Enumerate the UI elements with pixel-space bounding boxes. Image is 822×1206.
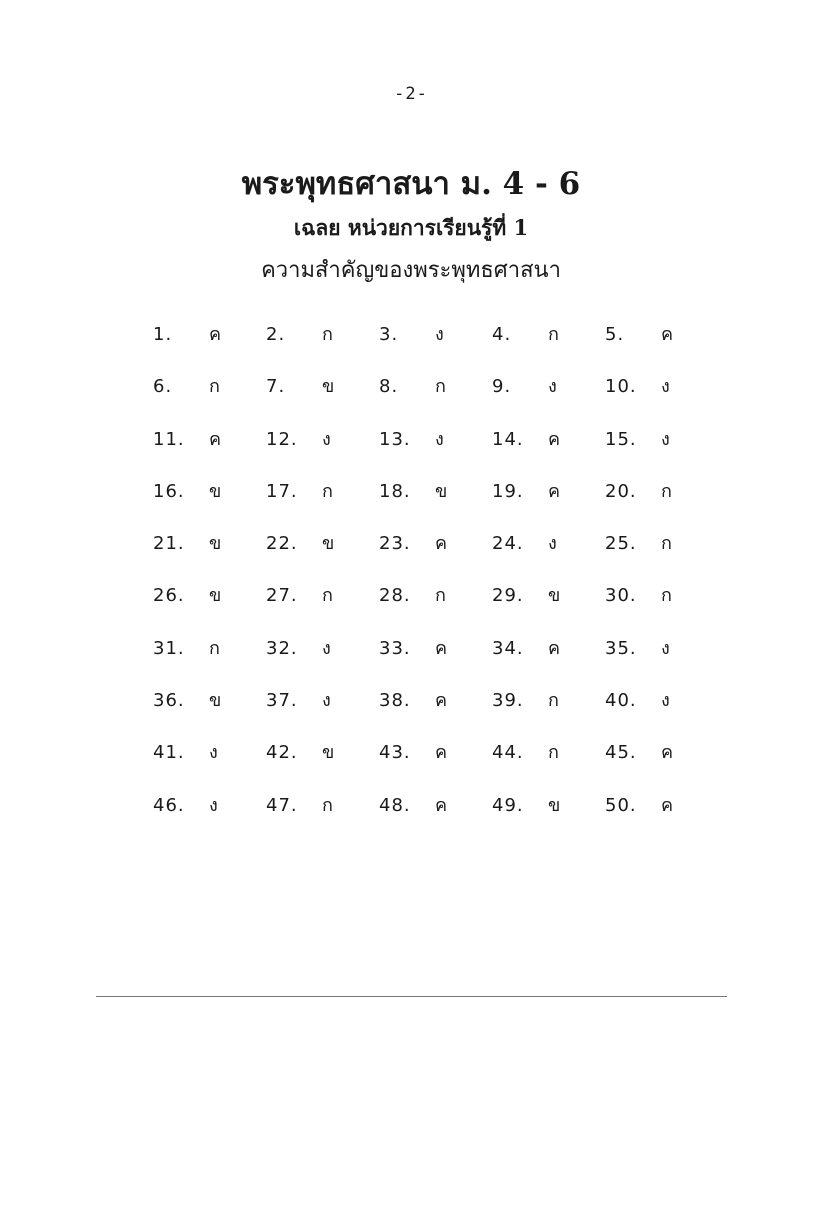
answer-choice: ข bbox=[548, 794, 561, 816]
answer-choice: ข bbox=[322, 376, 335, 398]
answer-choice: ข bbox=[209, 533, 222, 555]
question-number: 12. bbox=[266, 428, 298, 450]
answer-choice: ก bbox=[548, 324, 559, 345]
question-number: 24. bbox=[492, 533, 524, 555]
answer-choice: ก bbox=[661, 480, 672, 502]
answer-choice: ค bbox=[548, 428, 561, 450]
question-number: 46. bbox=[153, 794, 185, 816]
question-number: 29. bbox=[492, 585, 524, 607]
question-number: 28. bbox=[379, 585, 411, 607]
answer-choice: ข bbox=[209, 585, 222, 607]
question-number: 7. bbox=[266, 376, 286, 398]
question-number: 21. bbox=[153, 533, 185, 555]
question-number: 13. bbox=[379, 428, 411, 450]
question-number: 20. bbox=[605, 480, 637, 502]
question-number: 48. bbox=[379, 794, 411, 816]
answer-choice: ก bbox=[548, 742, 559, 764]
page-number: -2- bbox=[394, 84, 428, 104]
answer-row bbox=[153, 791, 713, 843]
answer-choice: ก bbox=[661, 585, 672, 607]
answer-choice: ง bbox=[322, 637, 331, 659]
answer-row bbox=[153, 529, 713, 581]
answer-choice: ข bbox=[548, 585, 561, 607]
question-number: 45. bbox=[605, 742, 637, 764]
answer-choice: ค bbox=[548, 637, 561, 659]
answer-choice: ค bbox=[435, 637, 448, 659]
answer-choice: ข bbox=[209, 480, 222, 502]
question-number: 34. bbox=[492, 637, 524, 659]
question-number: 8. bbox=[379, 376, 399, 398]
answer-row bbox=[153, 425, 713, 477]
question-number: 40. bbox=[605, 690, 637, 712]
answer-key-subtitle: เฉลย หน่วยการเรียนรู้ที่ 1 bbox=[293, 215, 529, 240]
question-number: 3. bbox=[379, 324, 399, 345]
answer-choice: ข bbox=[322, 742, 335, 764]
question-number: 10. bbox=[605, 376, 637, 398]
question-number: 27. bbox=[266, 585, 298, 607]
answer-choice: ง bbox=[661, 690, 670, 712]
answer-choice: ก bbox=[322, 324, 333, 345]
question-number: 42. bbox=[266, 742, 298, 764]
answer-choice: ก bbox=[435, 585, 446, 607]
question-number: 4. bbox=[492, 324, 512, 345]
question-number: 37. bbox=[266, 690, 298, 712]
answer-choice: ค bbox=[661, 324, 674, 345]
question-number: 16. bbox=[153, 480, 185, 502]
answer-choice: ง bbox=[661, 637, 670, 659]
question-number: 17. bbox=[266, 480, 298, 502]
answer-choice: ง bbox=[322, 428, 331, 450]
question-number: 6. bbox=[153, 376, 173, 398]
question-number: 5. bbox=[605, 324, 625, 345]
answer-choice: ง bbox=[661, 376, 670, 398]
question-number: 9. bbox=[492, 376, 512, 398]
answer-choice: ข bbox=[209, 690, 222, 712]
answer-choice: ข bbox=[435, 480, 448, 502]
question-number: 44. bbox=[492, 742, 524, 764]
question-number: 50. bbox=[605, 794, 637, 816]
answer-choice: ค bbox=[209, 324, 222, 345]
answer-choice: ง bbox=[435, 428, 444, 450]
answer-choice: ก bbox=[322, 480, 333, 502]
answer-choice: ง bbox=[322, 690, 331, 712]
question-number: 33. bbox=[379, 637, 411, 659]
answer-choice: ค bbox=[435, 533, 448, 555]
answer-row bbox=[153, 686, 713, 738]
answer-choice: ก bbox=[209, 637, 220, 659]
question-number: 22. bbox=[266, 533, 298, 555]
answer-choice: ก bbox=[209, 376, 220, 398]
answer-choice: ง bbox=[548, 533, 557, 555]
answer-choice: ค bbox=[435, 690, 448, 712]
question-number: 36. bbox=[153, 690, 185, 712]
question-number: 38. bbox=[379, 690, 411, 712]
question-number: 14. bbox=[492, 428, 524, 450]
question-number: 2. bbox=[266, 324, 286, 345]
answer-row bbox=[153, 581, 713, 633]
question-number: 25. bbox=[605, 533, 637, 555]
question-number: 49. bbox=[492, 794, 524, 816]
answer-row bbox=[153, 477, 713, 529]
question-number: 31. bbox=[153, 637, 185, 659]
question-number: 26. bbox=[153, 585, 185, 607]
answer-choice: ค bbox=[661, 742, 674, 764]
answer-choice: ง bbox=[209, 742, 218, 764]
answer-choice: ก bbox=[322, 794, 333, 816]
question-number: 47. bbox=[266, 794, 298, 816]
question-number: 11. bbox=[153, 428, 185, 450]
answer-choice: ก bbox=[322, 585, 333, 607]
unit-topic: ความสำคัญของพระพุทธศาสนา bbox=[261, 258, 561, 283]
answer-choice: ค bbox=[435, 742, 448, 764]
answer-choice: ค bbox=[435, 794, 448, 816]
question-number: 19. bbox=[492, 480, 524, 502]
answer-choice: ข bbox=[322, 533, 335, 555]
answer-row bbox=[153, 372, 713, 424]
answer-choice: ก bbox=[661, 533, 672, 555]
question-number: 41. bbox=[153, 742, 185, 764]
question-number: 18. bbox=[379, 480, 411, 502]
question-number: 23. bbox=[379, 533, 411, 555]
question-number: 35. bbox=[605, 637, 637, 659]
question-number: 30. bbox=[605, 585, 637, 607]
answer-choice: ง bbox=[209, 794, 218, 816]
answer-choice: ก bbox=[548, 690, 559, 712]
answer-choice: ง bbox=[435, 324, 444, 345]
answer-choice: ง bbox=[548, 376, 557, 398]
answer-choice: ค bbox=[209, 428, 222, 450]
question-number: 39. bbox=[492, 690, 524, 712]
answer-choice: ง bbox=[661, 428, 670, 450]
answer-row bbox=[153, 320, 713, 372]
question-number: 32. bbox=[266, 637, 298, 659]
answer-choice: ค bbox=[661, 794, 674, 816]
answer-row bbox=[153, 738, 713, 790]
answer-choice: ก bbox=[435, 376, 446, 398]
question-number: 15. bbox=[605, 428, 637, 450]
answer-choice: ค bbox=[548, 480, 561, 502]
question-number: 1. bbox=[153, 324, 173, 345]
answer-grid bbox=[153, 320, 713, 843]
footer-divider bbox=[96, 996, 727, 997]
question-number: 43. bbox=[379, 742, 411, 764]
page-title: พระพุทธศาสนา ม. 4 - 6 bbox=[241, 166, 581, 202]
answer-row bbox=[153, 634, 713, 686]
